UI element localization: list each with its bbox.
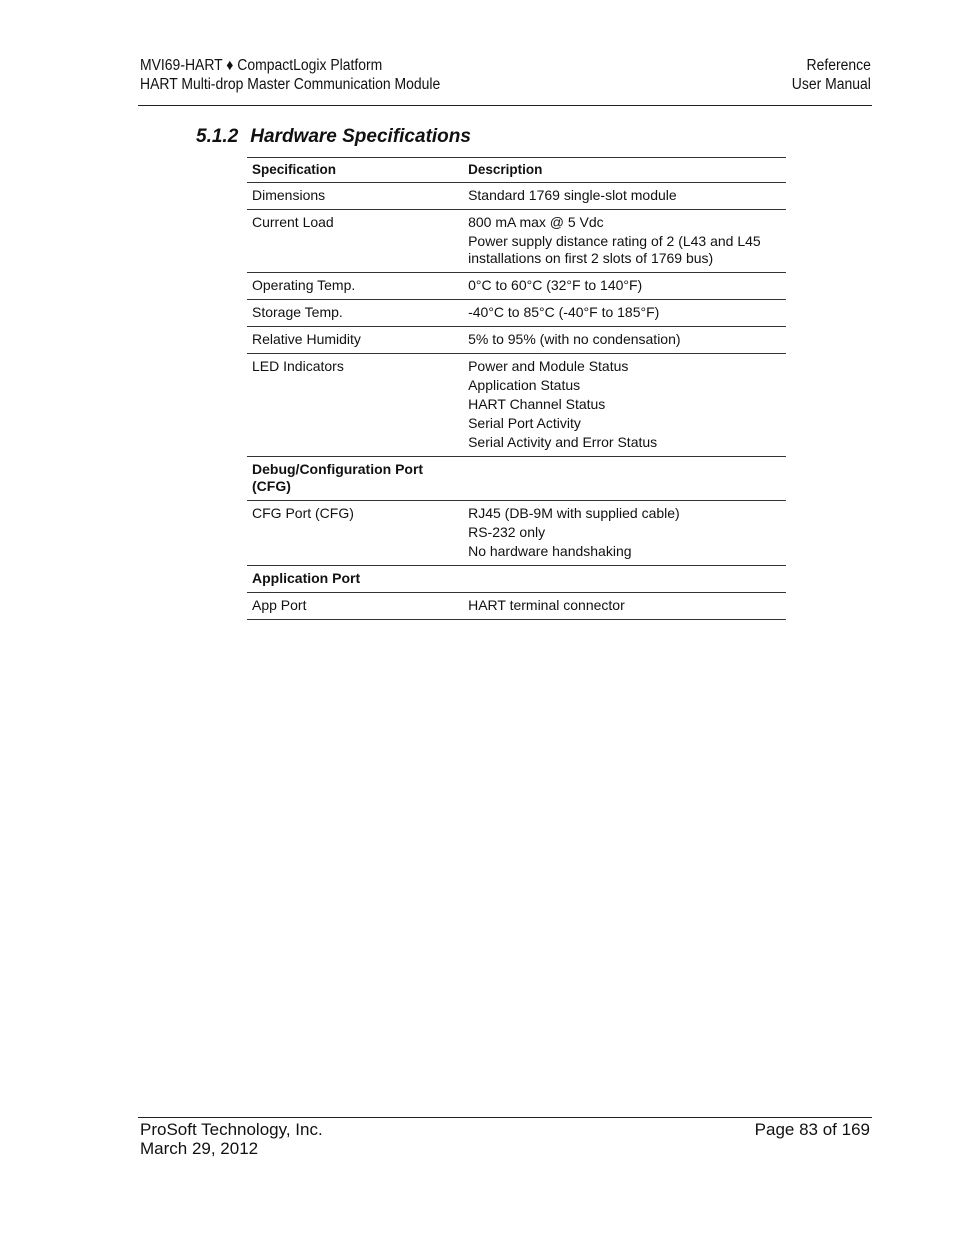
desc-line: 0°C to 60°C (32°F to 140°F) bbox=[468, 277, 643, 293]
table-row bbox=[247, 501, 786, 566]
desc-cell bbox=[463, 183, 786, 210]
table-row bbox=[247, 327, 786, 354]
desc-cell bbox=[463, 457, 786, 501]
desc-line: 5% to 95% (with no condensation) bbox=[468, 331, 681, 347]
group-heading-cell: Debug/Configuration Port (CFG) bbox=[247, 457, 463, 501]
desc-line: Serial Activity and Error Status bbox=[468, 434, 658, 450]
desc-line: Power supply distance rating of 2 (L43 and L45 installations on first 2 slots of 1769 bus) bbox=[468, 233, 761, 266]
desc-cell bbox=[463, 354, 786, 457]
table-header-row bbox=[247, 158, 786, 183]
desc-line: HART Channel Status bbox=[468, 396, 606, 412]
desc-line: RS-232 only bbox=[468, 524, 546, 540]
spec-cell: Operating Temp. bbox=[247, 273, 463, 300]
footer-company: ProSoft Technology, Inc. bbox=[140, 1120, 323, 1139]
desc-line: -40°C to 85°C (-40°F to 185°F) bbox=[468, 304, 660, 320]
section-number: 5.1.2 bbox=[196, 126, 239, 147]
table-group-row bbox=[247, 457, 786, 501]
footer-page-number: Page 83 of 169 bbox=[754, 1120, 870, 1139]
desc-cell bbox=[463, 593, 786, 620]
spec-cell: CFG Port (CFG) bbox=[247, 501, 463, 566]
table-row bbox=[247, 354, 786, 457]
desc-line: Application Status bbox=[468, 377, 581, 393]
spec-table bbox=[247, 157, 786, 620]
desc-line: 800 mA max @ 5 Vdc bbox=[468, 214, 604, 230]
desc-line: No hardware handshaking bbox=[468, 543, 632, 559]
table-row bbox=[247, 300, 786, 327]
header-doc-type: User Manual bbox=[791, 76, 871, 93]
desc-cell bbox=[463, 327, 786, 354]
desc-cell bbox=[463, 300, 786, 327]
desc-line: Serial Port Activity bbox=[468, 415, 581, 431]
desc-line: Power and Module Status bbox=[468, 358, 629, 374]
col-header-specification: Specification bbox=[247, 158, 463, 183]
section-title: Hardware Specifications bbox=[250, 126, 471, 147]
footer-divider bbox=[138, 1117, 872, 1118]
table-row bbox=[247, 593, 786, 620]
spec-cell: Dimensions bbox=[247, 183, 463, 210]
desc-line: RJ45 (DB-9M with supplied cable) bbox=[468, 505, 680, 521]
header-module-title: HART Multi-drop Master Communication Module bbox=[140, 76, 441, 93]
table-group-row bbox=[247, 566, 786, 593]
table-row bbox=[247, 183, 786, 210]
header-divider bbox=[138, 105, 872, 106]
spec-cell: Relative Humidity bbox=[247, 327, 463, 354]
desc-cell bbox=[463, 273, 786, 300]
desc-line: HART terminal connector bbox=[468, 597, 625, 613]
group-heading-cell: Application Port bbox=[247, 566, 463, 593]
header-product-title: MVI69-HART ♦ CompactLogix Platform bbox=[140, 57, 383, 74]
table-row bbox=[247, 210, 786, 273]
spec-cell: Storage Temp. bbox=[247, 300, 463, 327]
footer-date: March 29, 2012 bbox=[140, 1139, 259, 1158]
spec-cell: Current Load bbox=[247, 210, 463, 273]
desc-cell bbox=[463, 566, 786, 593]
header-section-label: Reference bbox=[806, 57, 871, 74]
desc-cell bbox=[463, 210, 786, 273]
table-row bbox=[247, 273, 786, 300]
col-header-description: Description bbox=[463, 158, 786, 183]
section-heading bbox=[196, 126, 471, 148]
desc-line: Standard 1769 single-slot module bbox=[468, 187, 677, 203]
spec-cell: App Port bbox=[247, 593, 463, 620]
desc-cell bbox=[463, 501, 786, 566]
spec-cell: LED Indicators bbox=[247, 354, 463, 457]
